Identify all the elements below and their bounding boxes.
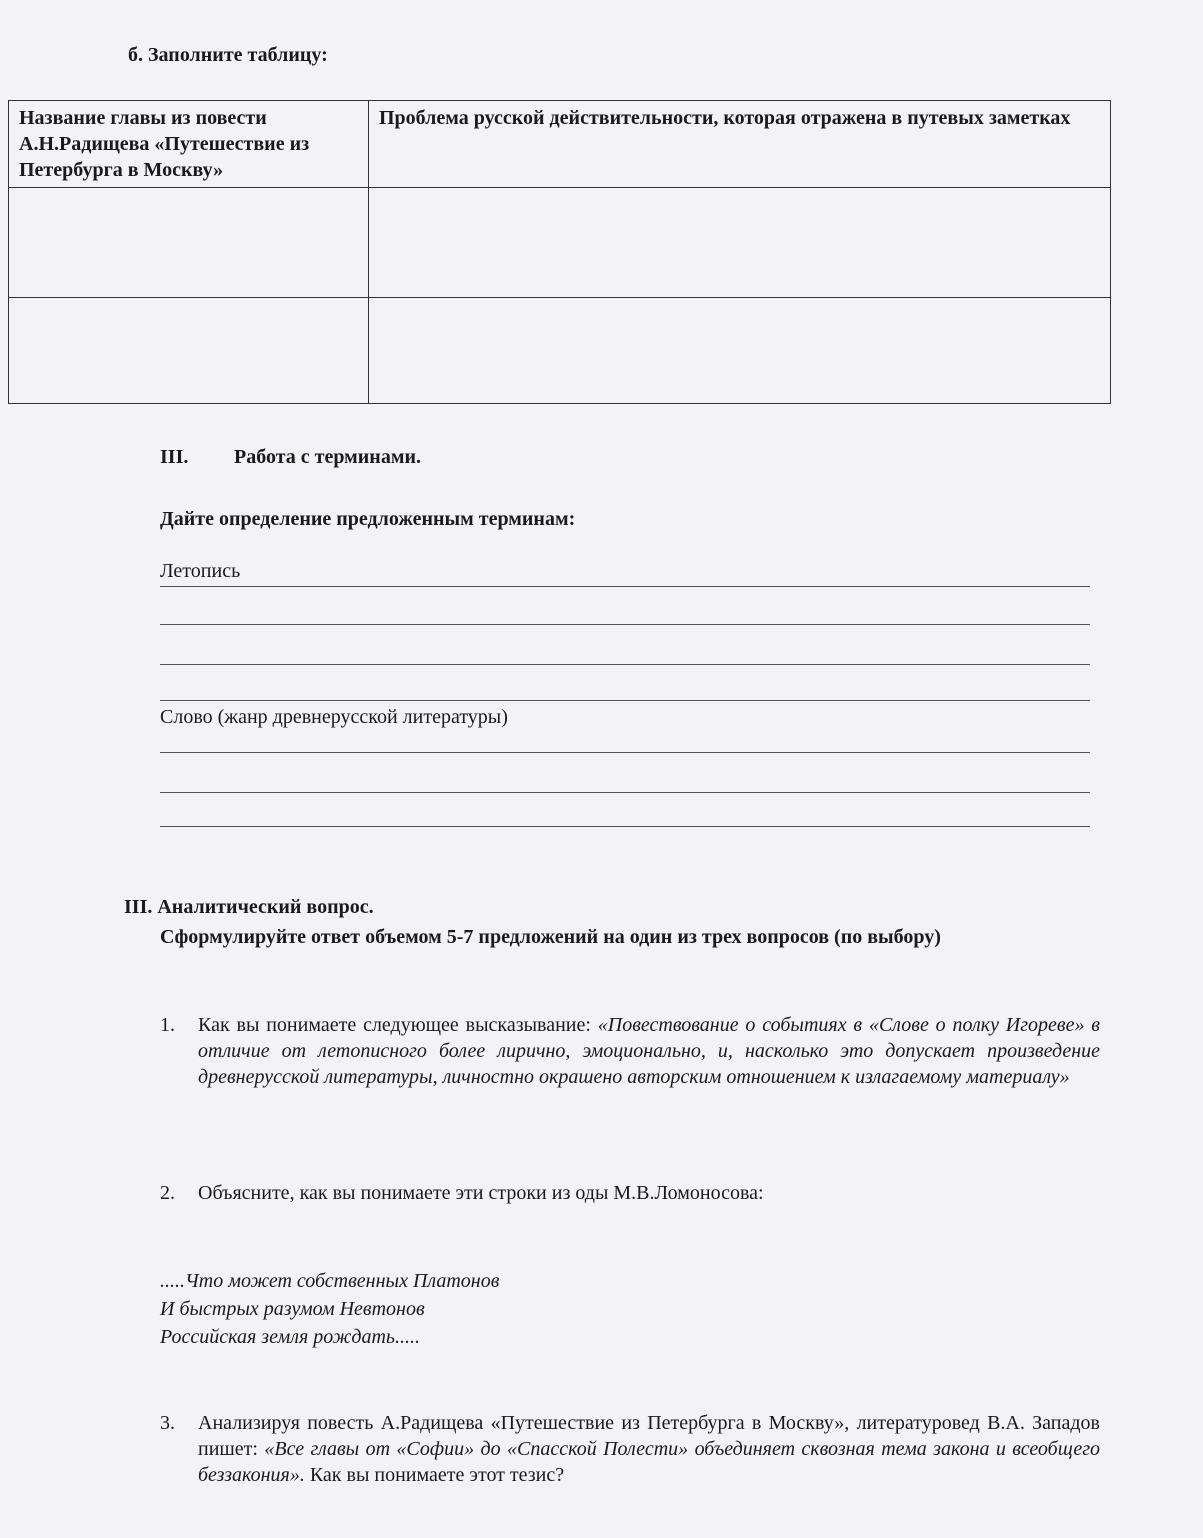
question-tail: Как вы понимаете этот тезис? (304, 1464, 565, 1486)
poem-line: Российская земля рождать..... (160, 1326, 421, 1348)
table-cell-empty[interactable] (369, 188, 1111, 298)
chapters-table (8, 100, 1111, 404)
question-quote: «Все главы от «Софии» до «Спасской Полести» объединяет сквозная тема закона и всеобщего беззакония». (198, 1438, 1100, 1486)
table-row (9, 298, 1111, 404)
question-number: 3. (160, 1412, 175, 1434)
question-number: 1. (160, 1014, 175, 1036)
answer-line[interactable] (160, 826, 1090, 827)
question-number: 2. (160, 1182, 175, 1204)
table-cell-empty[interactable] (369, 298, 1111, 404)
section-number: III. (160, 446, 189, 468)
table-cell-empty[interactable] (9, 188, 369, 298)
table-header-row (9, 101, 1111, 188)
question-text: Объясните, как вы понимаете эти строки из оды М.В.Ломоносова: (198, 1182, 764, 1204)
question-3 (160, 1410, 1100, 1488)
terms-instruction: Дайте определение предложенным терминам: (160, 508, 576, 530)
table-row (9, 188, 1111, 298)
answer-line[interactable] (160, 700, 1090, 701)
question-text: Анализируя повесть А.Радищева «Путешествие из Петербурга в Москву», литературовед В.А. Западов пишет: (198, 1412, 1100, 1460)
question-quote: «Повествование о событиях в «Слове о полку Игореве» в отличие от летописного более лирично, эмоционально, и, насколько это допускает произведение древнерусской литературы, личностно окрашено авторским отношением к излагаемому материалу» (198, 1014, 1100, 1088)
answer-line[interactable] (160, 624, 1090, 625)
answer-line[interactable] (160, 664, 1090, 665)
poem-line: .....Что может собственных Платонов (160, 1270, 500, 1292)
task-heading: б. Заполните таблицу: (128, 44, 328, 66)
question-1 (160, 1012, 1100, 1090)
table-cell-empty[interactable] (9, 298, 369, 404)
analytic-section-title: III. Аналитический вопрос. (124, 896, 374, 918)
question-2 (160, 1180, 1100, 1206)
question-text: Как вы понимаете следующее высказывание: (198, 1014, 598, 1036)
analytic-instruction: Сформулируйте ответ объемом 5-7 предложений на один из трех вопросов (по выбору) (160, 926, 941, 948)
section-terms-title (160, 446, 421, 469)
answer-line[interactable] (160, 586, 1090, 587)
answer-line[interactable] (160, 752, 1090, 753)
section-title: Работа с терминами. (234, 446, 421, 468)
term-slovo: Слово (жанр древнерусской литературы) (160, 706, 508, 728)
table-header-problem: Проблема русской действительности, которая отражена в путевых заметках (369, 101, 1111, 188)
term-chronicle: Летопись (160, 560, 241, 582)
table-header-chapter: Название главы из повести А.Н.Радищева «Путешествие из Петербурга в Москву» (9, 101, 369, 188)
poem-line: И быстрых разумом Невтонов (160, 1298, 425, 1320)
answer-line[interactable] (160, 792, 1090, 793)
